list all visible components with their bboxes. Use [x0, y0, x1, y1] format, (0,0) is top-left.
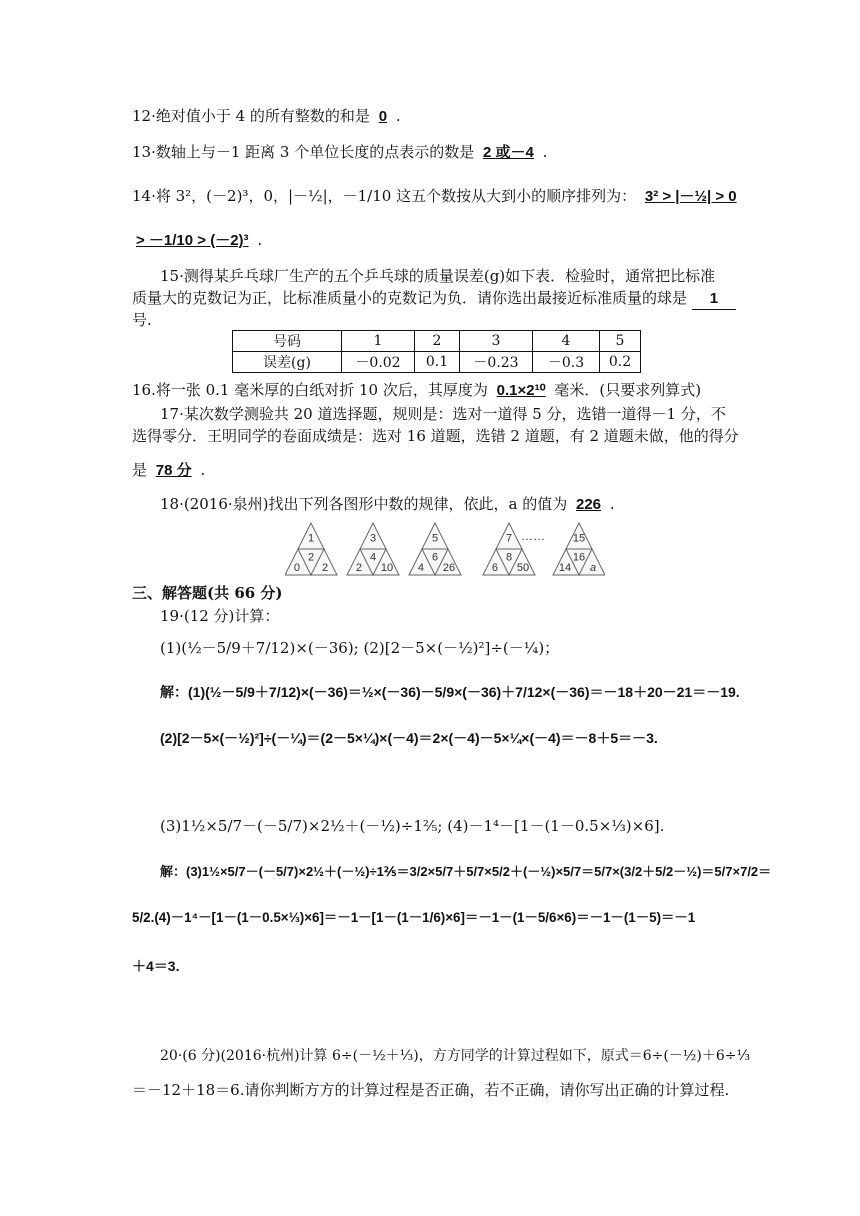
triangle-number: 0: [293, 561, 301, 574]
error-table: [232, 330, 641, 373]
question-13: [132, 142, 547, 163]
question-17-end: .: [200, 461, 206, 479]
table-cell: 0.2: [600, 352, 641, 373]
table-header-cell: 3: [460, 331, 533, 352]
table-row: [233, 352, 641, 373]
triangle-number: 4: [369, 551, 377, 564]
triangle-number: 14: [558, 561, 572, 574]
question-12: [132, 106, 401, 127]
question-19-problems-2: (3)1½×5/7－(－5/7)×2½＋(－½)÷1⅖; (4)－1⁴－[1－(1－0.5×⅓)×6].: [160, 817, 665, 835]
question-12-text: 12·绝对值小于 4 的所有整数的和是: [132, 107, 370, 125]
question-14-answer-2: > －1/10 > (－2)³: [136, 232, 249, 249]
triangle-number: a: [589, 561, 597, 574]
triangle-number: 1: [307, 532, 315, 545]
question-12-answer: 0: [378, 108, 388, 125]
question-16-end: 毫米．(只要求列算式): [554, 381, 702, 399]
question-19-title: 19·(12 分)计算：: [160, 607, 280, 625]
question-14-answer-1: 3² > |－½| > 0: [644, 188, 737, 205]
question-15-line3: 号.: [132, 311, 152, 329]
table-row: [233, 331, 641, 352]
triangle-number: 16: [572, 551, 586, 564]
question-18-answer: 226: [576, 496, 602, 513]
triangle-number: 4: [417, 561, 425, 574]
question-19-solution-3b: 5/2.(4)－1⁴－[1－(1－0.5×⅓)×6]＝－1－[1－(1－1/6)×6]＝－1－(1－5/6×6)＝－1－(1－5)＝－1: [132, 910, 696, 925]
question-14-cont: [132, 230, 262, 251]
triangle-number: 6: [431, 551, 439, 564]
question-17-line3-text: 是: [132, 461, 148, 479]
triangle-number: 8: [505, 551, 513, 564]
triangle-number: 2: [307, 551, 315, 564]
triangle-number: 6: [491, 561, 499, 574]
triangle-figures: [285, 520, 605, 578]
question-19-solution-2: (2)[2－5×(－½)²]÷(－¼)＝(2－5×¼)×(－4)＝2×(－4)－5×¼×(－4)＝－8＋5＝－3.: [160, 730, 658, 746]
section-heading: 三、解答题(共 66 分): [132, 584, 283, 602]
question-20-line1: 20·(6 分)(2016·杭州)计算 6÷(－½＋⅓)，方方同学的计算过程如下，原式＝6÷(－½)＋6÷⅓: [160, 1048, 751, 1064]
table-header-cell: 2: [415, 331, 460, 352]
question-16-answer: 0.1×2¹⁰: [496, 382, 546, 399]
question-16: [132, 380, 701, 401]
triangle-figure: [553, 523, 605, 575]
table-header-cell: 4: [533, 331, 600, 352]
question-17-line2: 选得零分．王明同学的卷面成绩是：选对 16 道题，选错 2 道题，有 2 道题未做，他的得分: [132, 427, 739, 445]
triangle-number: 15: [572, 532, 586, 545]
table-header-cell: 号码: [233, 331, 342, 352]
table-cell: －0.23: [460, 352, 533, 373]
ellipsis: ……: [521, 529, 545, 543]
triangle-figure: [347, 523, 399, 575]
table-cell: －0.02: [342, 352, 415, 373]
question-19-solution-3c: ＋4＝3.: [132, 958, 180, 974]
question-19-problems-1: (1)(½－5/9＋7/12)×(－36); (2)[2－5×(－½)²]÷(－¼)；: [160, 639, 560, 657]
triangle-number: 50: [516, 561, 530, 574]
question-19-solution-1: 解：(1)(½－5/9＋7/12)×(－36)＝½×(－36)－5/9×(－36)＋7/12×(－36)＝－18＋20－21＝－19.: [160, 684, 740, 700]
question-15-line1: 15·测得某乒乓球厂生产的五个乒乓球的质量误差(g)如下表．检验时，通常把比标准: [160, 267, 716, 285]
triangle-figure: [409, 523, 461, 575]
question-15-answer: 1: [692, 289, 736, 310]
table-header-cell: 1: [342, 331, 415, 352]
question-19-solution-3a: 解：(3)1½×5/7－(－5/7)×2½＋(－½)÷1⅖＝3/2×5/7＋5/7×5/2＋(－½)×5/7＝5/7×(3/2＋5/2－½)＝5/7×7/2＝: [160, 864, 772, 879]
question-15-line2-text: 质量大的克数记为正，比标准质量小的克数记为负．请你选出最接近标准质量的球是: [132, 289, 688, 307]
question-17-line1: 17·某次数学测验共 20 道选择题，规则是：选对一道得 5 分，选错一道得－1 分，不: [160, 405, 726, 423]
triangle-number: 3: [369, 532, 377, 545]
table-cell: －0.3: [533, 352, 600, 373]
triangle-number: 7: [505, 532, 513, 545]
question-13-answer: 2 或－4: [483, 144, 534, 161]
triangle-number: 5: [431, 532, 439, 545]
triangle-figure: [285, 523, 337, 575]
question-18-text: 18·(2016·泉州)找出下列各图形中数的规律，依此，a 的值为: [160, 495, 568, 513]
table-cell: 误差(g): [233, 352, 342, 373]
question-18-end: .: [609, 495, 615, 513]
triangle-number: 2: [355, 561, 363, 574]
question-18: [160, 494, 615, 515]
triangle-number: 10: [380, 561, 394, 574]
question-15-line2: [132, 288, 736, 310]
question-14-end: .: [257, 231, 263, 249]
question-14-text: 14·将 3²，(－2)³，0，|－½|，－1/10 这五个数按从大到小的顺序排列为：: [132, 187, 637, 205]
triangle-number: 26: [442, 561, 456, 574]
question-17-line3: [132, 460, 205, 481]
question-16-text: 16.将一张 0.1 毫米厚的白纸对折 10 次后，其厚度为: [132, 381, 488, 399]
question-17-answer: 78 分: [155, 462, 192, 479]
question-13-end: .: [542, 143, 548, 161]
question-20-line2: ＝－12＋18＝6.请你判断方方的计算过程是否正确，若不正确，请你写出正确的计算过程.: [132, 1081, 730, 1099]
question-14: [132, 186, 741, 207]
triangle-number: 2: [321, 561, 329, 574]
table-header-cell: 5: [600, 331, 641, 352]
table-cell: 0.1: [415, 352, 460, 373]
question-12-end: .: [395, 107, 401, 125]
question-13-text: 13·数轴上与－1 距离 3 个单位长度的点表示的数是: [132, 143, 475, 161]
